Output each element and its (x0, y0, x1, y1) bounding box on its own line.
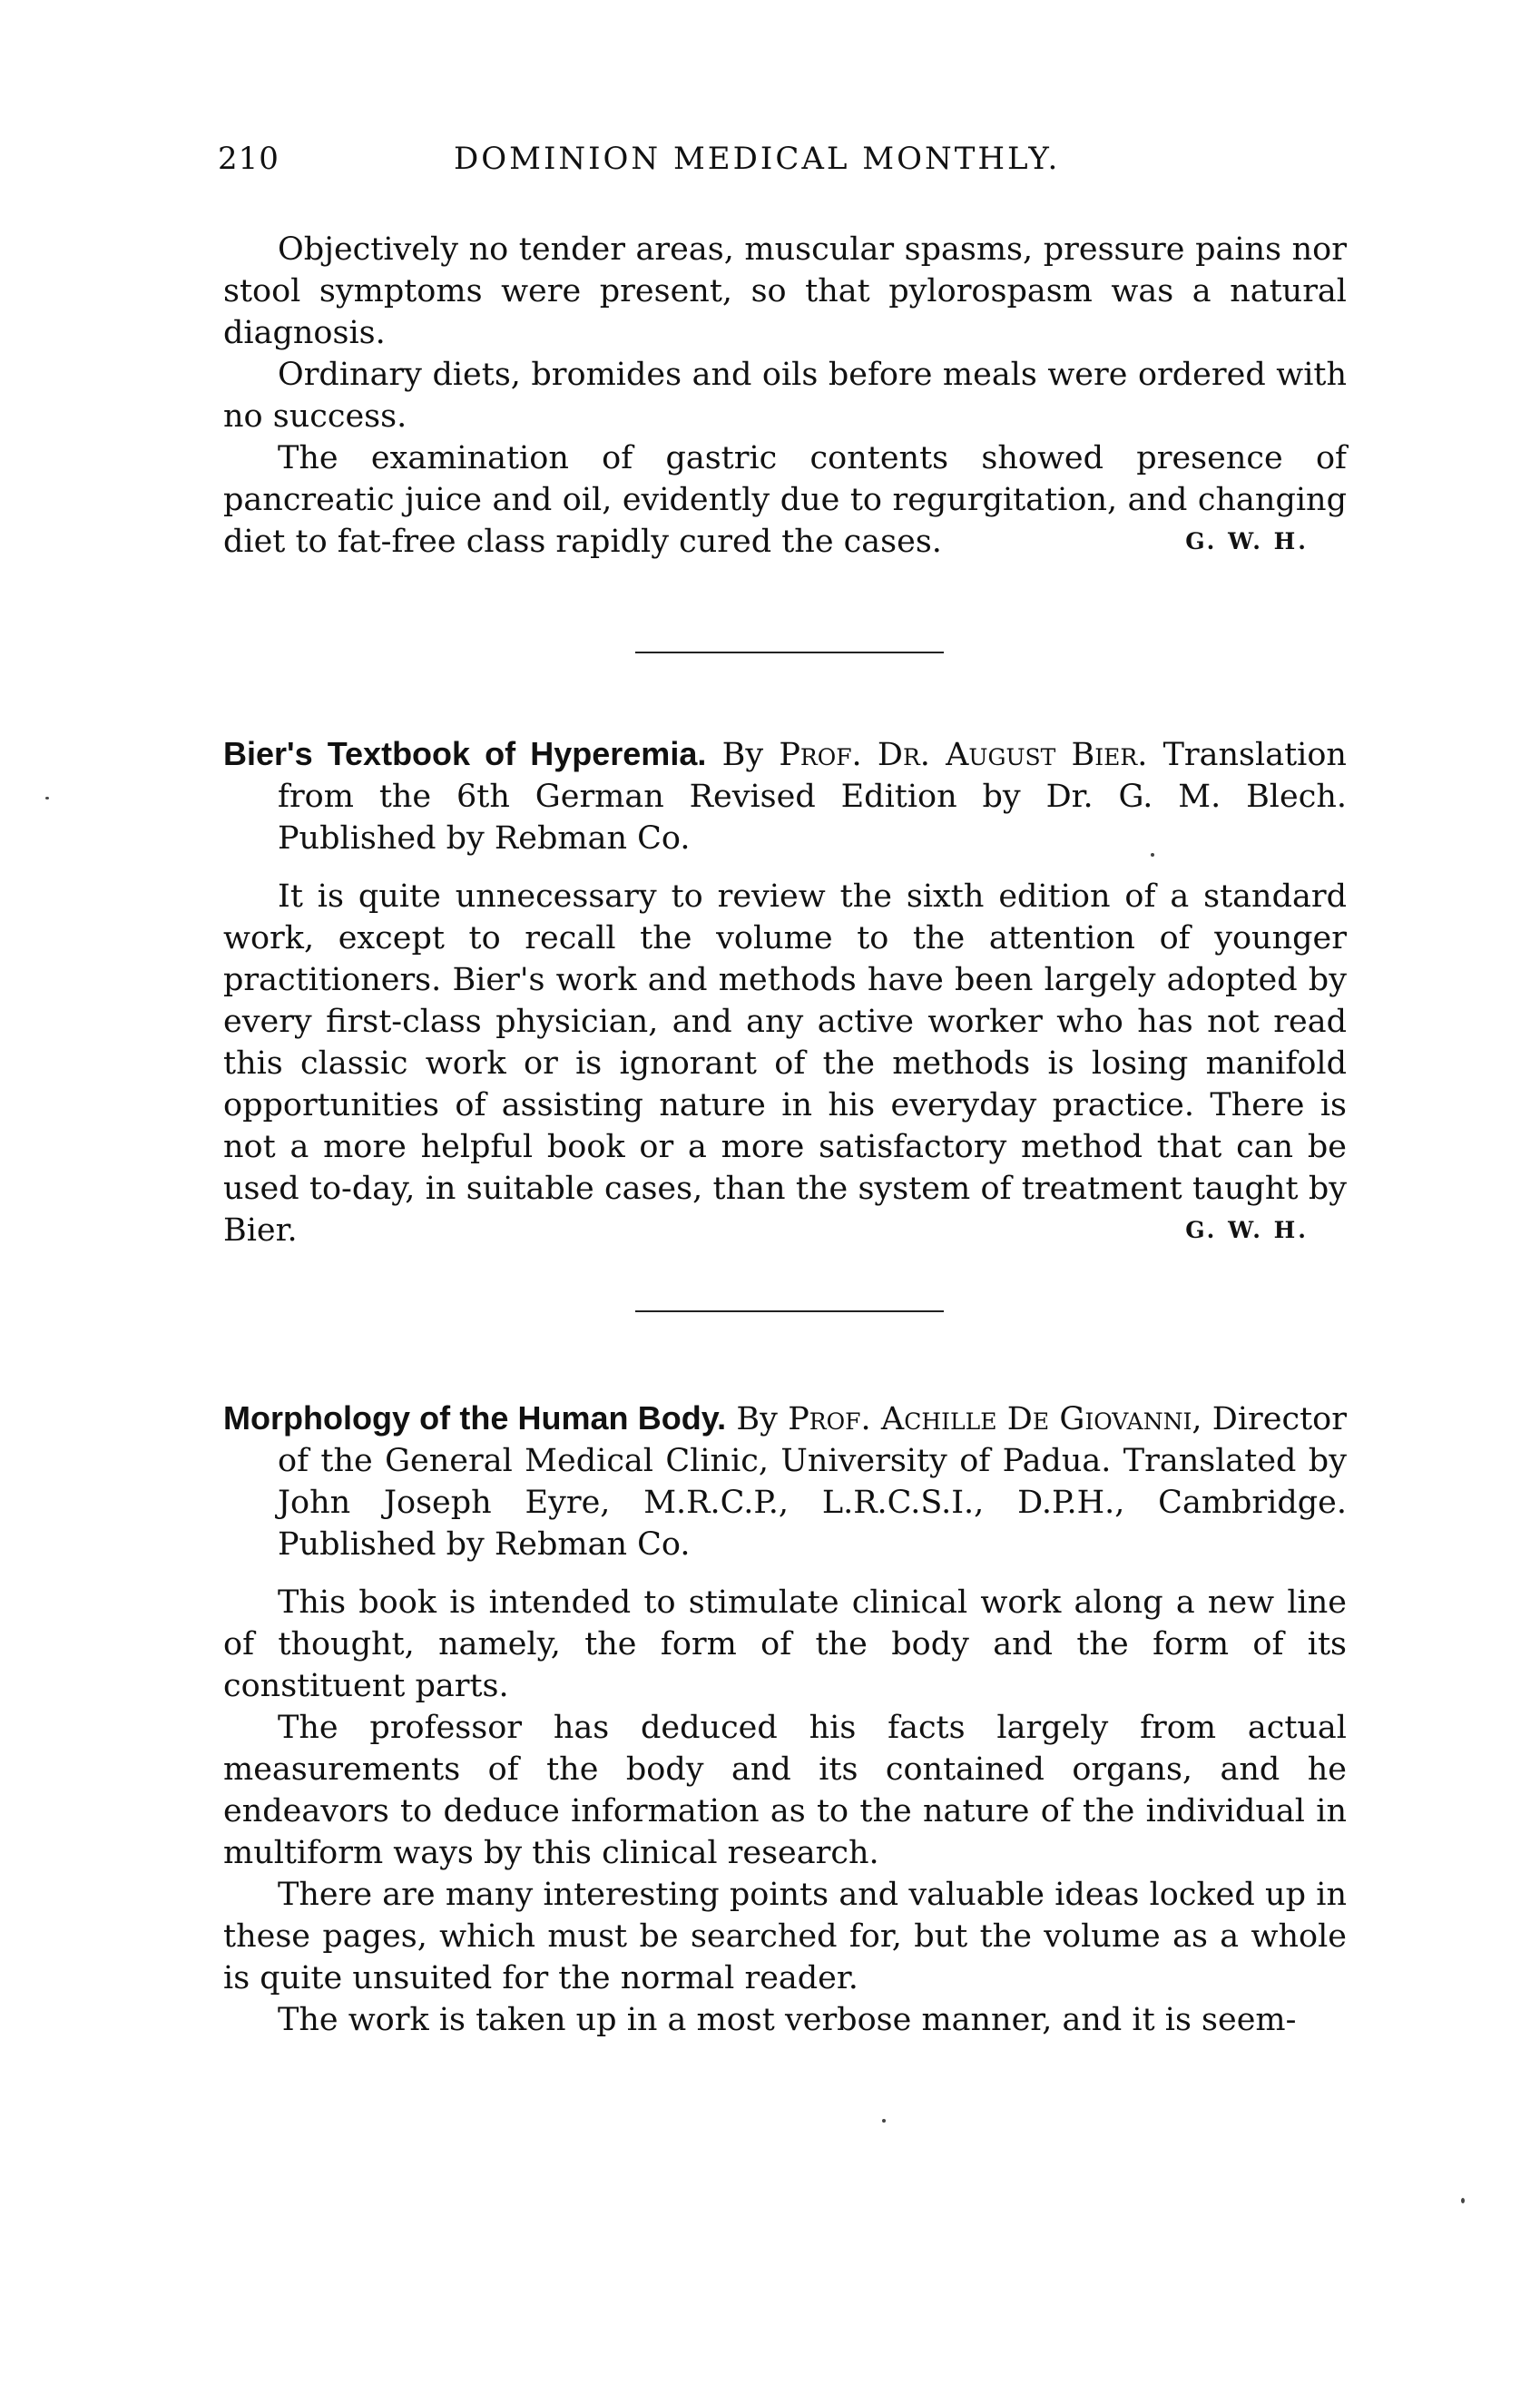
journal-title: DOMINION MEDICAL MONTHLY. (454, 141, 1061, 177)
paragraph-text: The examination of gastric contents showed presence of pancreatic juice and oil, evidently due to regurgitation, and changing diet to fat-free class rapidly cured the cases. (223, 440, 1347, 560)
section-divider (635, 1310, 944, 1312)
book-details: Translation from the 6th German Revised Edition by Dr. G. M. Blech. Published by Rebman Co. (278, 737, 1347, 857)
paragraph: The professor has deduced his facts largely from actual measurements of the body and its contained organs, and he endeavors to deduce information as to the nature of the individual in multiform ways by this clinical research. (223, 1710, 1347, 1871)
section-continuation (223, 229, 1347, 563)
paragraph: Ordinary diets, bromides and oils before meals were ordered with no success. (223, 357, 1347, 435)
section-divider (635, 652, 944, 653)
review-hyperemia (223, 733, 1347, 1251)
paragraph: Objectively no tender areas, muscular spasms, pressure pains nor stool symptoms were present, so that pylorospasm was a natural diagnosis. (223, 231, 1347, 351)
page-number: 210 (218, 141, 280, 177)
book-details: Director of the General Medical Clinic, University of Padua. Translated by John Joseph Eyre, M.R.C.P., L.R.C.S.I., D.P.H., Cambridge. Published by Rebman Co. (278, 1401, 1347, 1563)
book-title: Morphology of the Human Body. (223, 1399, 727, 1437)
book-author: Prof. Dr. August Bier. (779, 737, 1148, 773)
paragraph (223, 437, 1347, 563)
paragraph-text: It is quite unnecessary to review the sixth edition of a standard work, except to recall the volume to the attention of younger practitioners. Bier's work and methods have been largely adopted by every first-class physician, and any active worker who has not read this classic work or is ignorant of the methods is losing manifold opportunities of assisting nature in his everyday practice. There is not a more helpful book or a more satisfactory method that can be used to-day, in suitable cases, than the system of treatment taught by Bier. (223, 878, 1347, 1249)
author-initials: G. W. H. (1185, 528, 1309, 554)
book-citation (223, 733, 1347, 859)
running-header (218, 141, 1352, 186)
author-initials: G. W. H. (1185, 1217, 1309, 1243)
scan-speck (1461, 2198, 1465, 2203)
paragraph: This book is intended to stimulate clinical work along a new line of thought, namely, the form of the body and the form of its constituent parts. (223, 1584, 1347, 1704)
paragraph (223, 876, 1347, 1251)
review-morphology (223, 1398, 1347, 2041)
book-title: Bier's Textbook of Hyperemia. (223, 735, 707, 772)
scan-speck (1151, 853, 1154, 857)
paragraph: There are many interesting points and valuable ideas locked up in these pages, which must be searched for, but the volume as a whole is quite unsuited for the normal reader. (223, 1877, 1347, 1996)
by-label: By (736, 1401, 778, 1437)
paragraph: The work is taken up in a most verbose manner, and it is seem- (278, 2002, 1297, 2038)
book-citation (223, 1398, 1347, 1565)
scan-speck (45, 797, 49, 799)
scan-speck (882, 2119, 886, 2123)
by-label: By (721, 737, 764, 773)
book-author: Prof. Achille De Giovanni, (788, 1401, 1202, 1437)
